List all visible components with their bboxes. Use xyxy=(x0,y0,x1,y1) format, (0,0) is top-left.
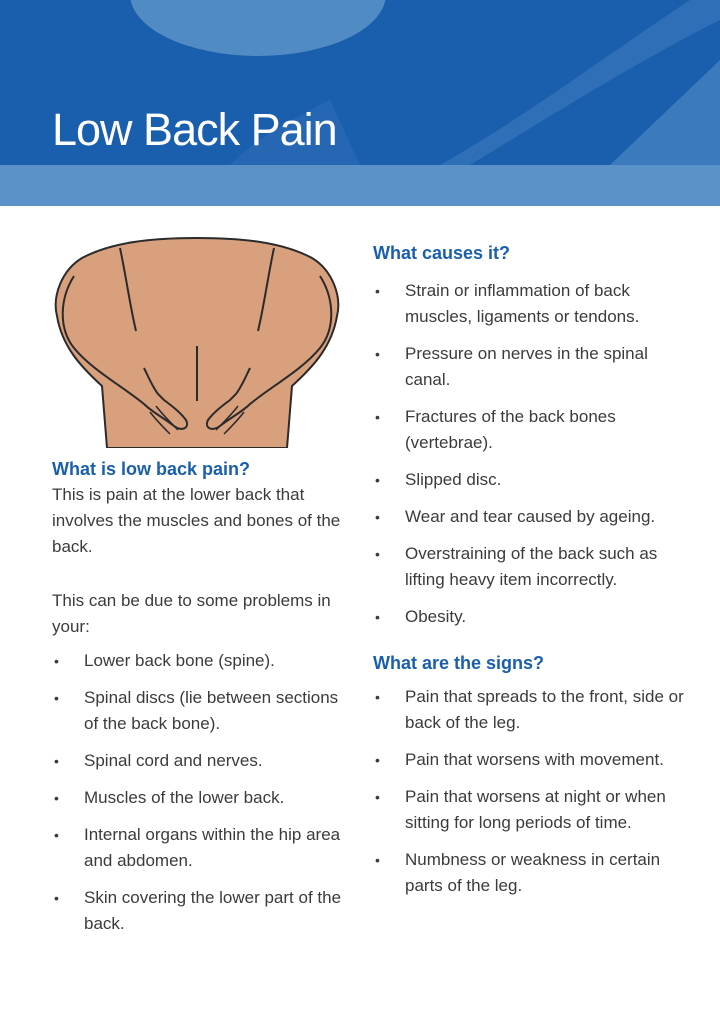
list-item: • Internal organs within the hip area and abdomen. xyxy=(52,822,352,874)
bullet-icon: • xyxy=(375,472,380,488)
bullet-icon: • xyxy=(54,890,59,906)
bullet-icon: • xyxy=(54,653,59,669)
header-band xyxy=(0,165,720,206)
list-item: • Wear and tear caused by ageing. xyxy=(373,504,693,530)
section-heading-what-is: What is low back pain? xyxy=(52,459,251,479)
bullet-icon: • xyxy=(375,546,380,562)
list-item: • Strain or inflammation of back muscles, ligaments or tendons. xyxy=(373,278,693,330)
header-banner xyxy=(0,0,720,165)
bullet-icon: • xyxy=(375,689,380,705)
list-item: • Spinal cord and nerves. xyxy=(52,748,352,774)
list-item: • Pain that worsens with movement. xyxy=(373,747,693,773)
lead-paragraph: This can be due to some problems in your: xyxy=(52,591,331,636)
bullet-icon: • xyxy=(375,283,380,299)
list-item: • Pain that worsens at night or when sitting for long periods of time. xyxy=(373,784,693,836)
bullet-icon: • xyxy=(375,789,380,805)
section-heading-causes: What causes it? xyxy=(373,243,511,263)
bullet-icon: • xyxy=(54,827,59,843)
signs-list xyxy=(373,684,693,899)
bullet-icon: • xyxy=(375,609,380,625)
list-item: • Muscles of the lower back. xyxy=(52,785,352,811)
list-item: • Overstraining of the back such as lifting heavy item incorrectly. xyxy=(373,541,693,593)
bullet-icon: • xyxy=(375,409,380,425)
list-item: • Slipped disc. xyxy=(373,467,693,493)
list-item: • Fractures of the back bones (vertebrae). xyxy=(373,404,693,456)
bullet-icon: • xyxy=(54,753,59,769)
list-item: • Pressure on nerves in the spinal canal. xyxy=(373,341,693,393)
right-column xyxy=(373,240,693,910)
intro-paragraph: This is pain at the lower back that involves the muscles and bones of the back. xyxy=(52,485,341,556)
bullet-icon: • xyxy=(375,852,380,868)
list-item: • Obesity. xyxy=(373,604,693,630)
list-item: • Spinal discs (lie between sections of the back bone). xyxy=(52,685,352,737)
section-heading-signs: What are the signs? xyxy=(373,653,545,673)
bullet-icon: • xyxy=(54,790,59,806)
list-item: • Pain that spreads to the front, side or back of the leg. xyxy=(373,684,693,736)
bullet-icon: • xyxy=(375,509,380,525)
bullet-icon: • xyxy=(375,752,380,768)
page-title: Low Back Pain xyxy=(52,104,337,155)
list-item: • Lower back bone (spine). xyxy=(52,648,352,674)
list-item: • Skin covering the lower part of the back. xyxy=(52,885,352,937)
problem-areas-list xyxy=(52,648,352,937)
lower-back-pain-illustration xyxy=(52,236,342,448)
bullet-icon: • xyxy=(375,346,380,362)
left-column xyxy=(52,456,352,948)
list-item: • Numbness or weakness in certain parts of the leg. xyxy=(373,847,693,899)
causes-list xyxy=(373,278,693,630)
bullet-icon: • xyxy=(54,690,59,706)
